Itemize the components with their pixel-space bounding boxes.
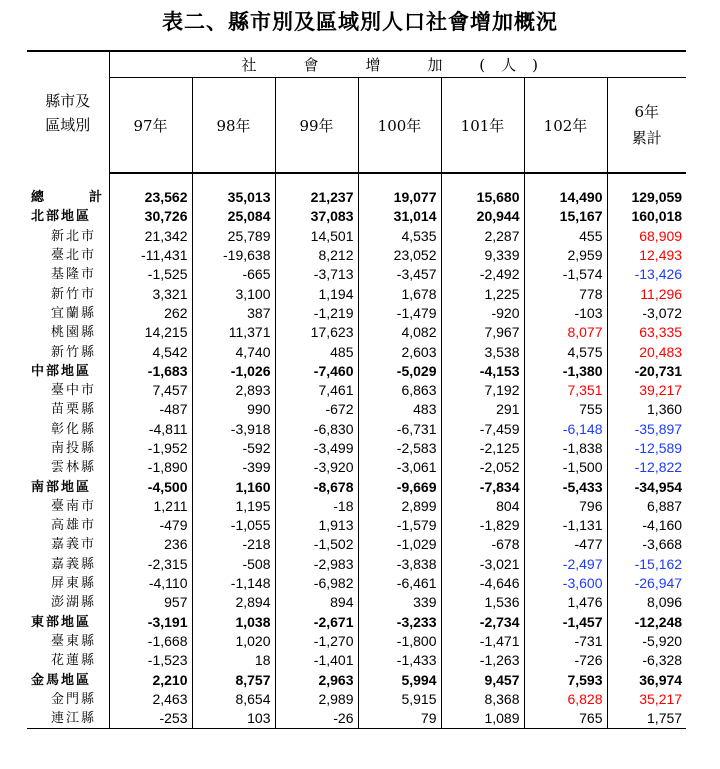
value-cell: 5,915 [358,690,441,709]
cumulative-cell: 1,360 [647,401,683,418]
value-cell: -1,574 [524,265,607,284]
table-row [27,555,686,574]
value-cell: -6,982 [275,574,358,593]
value-cell: -731 [524,632,607,651]
value-cell: 9,339 [441,246,524,265]
value-cell: -1,471 [441,632,524,651]
value-cell: 30,726 [109,207,192,226]
value-cell: 35,013 [192,188,275,207]
value-cell: -1,579 [358,516,441,535]
region-name: 彰化縣 [51,421,97,437]
table-body [27,173,686,729]
value-cell: -2,492 [441,265,524,284]
value-cell: -7,459 [441,420,524,439]
value-cell: -4,500 [109,477,192,496]
value-cell: -6,148 [524,420,607,439]
table-row [27,709,686,729]
region-name: 臺南市 [51,498,97,514]
table-row [27,477,686,496]
region-name: 宜蘭縣 [51,305,97,321]
year-header: 102年 [524,78,607,174]
value-cell: 1,020 [192,632,275,651]
value-cell: 2,463 [109,690,192,709]
value-cell: 15,680 [441,188,524,207]
value-cell: -2,583 [358,439,441,458]
value-cell: -1,457 [524,613,607,632]
value-cell: 5,994 [358,670,441,689]
value-cell: 9,457 [441,670,524,689]
value-cell: -2,052 [441,458,524,477]
table-row [27,284,686,303]
cumulative-header [607,78,686,174]
cumulative-cell: -3,072 [642,304,683,321]
value-cell: 765 [524,709,607,729]
value-cell: 2,287 [441,227,524,246]
value-cell: -1,523 [109,651,192,670]
region-name-cell [27,632,109,651]
value-cell: 4,575 [524,342,607,361]
value-cell: 957 [109,593,192,612]
table-row [27,497,686,516]
value-cell: -6,830 [275,420,358,439]
value-cell: 7,461 [275,381,358,400]
value-cell: 990 [192,400,275,419]
region-name-cell [27,381,109,400]
value-cell: -3,457 [358,265,441,284]
value-cell: -399 [192,458,275,477]
value-cell: 2,210 [109,670,192,689]
region-name: 東部地區 [31,614,92,630]
value-cell: -1,433 [358,651,441,670]
value-cell: 79 [358,709,441,729]
value-cell: -2,315 [109,555,192,574]
region-label: 縣市及 區域別 [45,91,91,134]
region-name-cell [27,516,109,535]
value-cell: 2,893 [192,381,275,400]
value-cell: 1,913 [275,516,358,535]
region-name-cell [27,477,109,496]
table-row [27,516,686,535]
table-row [27,188,686,207]
table-row [27,381,686,400]
year-header: 98年 [192,78,275,174]
value-cell: -1,829 [441,516,524,535]
cumulative-cell: 1,757 [607,709,686,729]
value-cell: 2,894 [192,593,275,612]
value-cell: -26 [275,709,358,729]
region-name: 總 計 [31,190,119,206]
table-row [27,246,686,265]
value-cell: 1,195 [192,497,275,516]
region-name-cell [27,342,109,361]
value-cell: -665 [192,265,275,284]
region-name-cell [27,497,109,516]
value-cell: -1,479 [358,304,441,323]
value-cell: 2,959 [524,246,607,265]
value-cell: -1,270 [275,632,358,651]
table-row [27,593,686,612]
value-cell: -3,061 [358,458,441,477]
region-name: 南部地區 [31,479,92,495]
region-name-cell [27,535,109,554]
value-cell: 7,351 [524,381,607,400]
value-cell: -477 [524,535,607,554]
value-cell: 387 [192,304,275,323]
cumulative-cell: -35,897 [634,420,683,437]
table-row [27,265,686,284]
value-cell: -3,918 [192,420,275,439]
value-cell: 20,944 [441,207,524,226]
region-name: 高雄市 [51,518,97,534]
region-name-cell [27,439,109,458]
cumulative-cell: 20,483 [639,343,683,360]
region-name-cell [27,574,109,593]
region-column-header [27,51,109,173]
value-cell: 3,321 [109,284,192,303]
value-cell: -1,952 [109,439,192,458]
value-cell: 7,192 [441,381,524,400]
value-cell: -7,460 [275,362,358,381]
value-cell: -508 [192,555,275,574]
region-name-cell [27,246,109,265]
table-row [27,632,686,651]
value-cell: -8,678 [275,477,358,496]
value-cell: 778 [524,284,607,303]
value-cell: 3,100 [192,284,275,303]
social-increase-header: 社 會 增 加 (人) [109,51,686,78]
value-cell: 1,211 [109,497,192,516]
region-name-cell [27,362,109,381]
table-row [27,439,686,458]
value-cell: -3,191 [109,613,192,632]
region-name: 新竹市 [51,286,97,302]
header-row-years [27,78,686,174]
value-cell: 17,623 [275,323,358,342]
cumulative-cell: -12,248 [634,613,683,630]
value-cell: -1,029 [358,535,441,554]
value-cell: -678 [441,535,524,554]
value-cell: 31,014 [358,207,441,226]
year-header: 101年 [441,78,524,174]
value-cell: -726 [524,651,607,670]
region-name-cell [27,593,109,612]
spacer-row [27,173,686,188]
region-name-cell [27,690,109,709]
value-cell: 4,542 [109,342,192,361]
value-cell: 1,160 [192,477,275,496]
value-cell: 18 [192,651,275,670]
cumulative-cell: -13,426 [634,266,683,283]
value-cell: 1,089 [441,709,524,729]
cumulative-cell: 63,335 [639,324,683,341]
region-name: 桃園縣 [51,325,97,341]
value-cell: 21,342 [109,227,192,246]
value-cell: 2,989 [275,690,358,709]
cumulative-cell: 68,909 [639,227,683,244]
table-row [27,342,686,361]
value-cell: 1,194 [275,284,358,303]
value-cell: -1,800 [358,632,441,651]
year-header: 100年 [358,78,441,174]
value-cell: -1,026 [192,362,275,381]
value-cell: -3,920 [275,458,358,477]
cumulative-cell: -5,920 [642,632,683,649]
value-cell: 2,899 [358,497,441,516]
cumulative-cell: -3,668 [642,536,683,553]
region-name: 臺東縣 [51,633,97,649]
table-row [27,323,686,342]
table-row [27,420,686,439]
value-cell: 37,083 [275,207,358,226]
population-table [27,50,686,729]
value-cell: 1,038 [192,613,275,632]
value-cell: -11,431 [109,246,192,265]
value-cell: -5,433 [524,477,607,496]
value-cell: 755 [524,400,607,419]
value-cell: -592 [192,439,275,458]
region-name: 臺中市 [51,383,97,399]
value-cell: -3,838 [358,555,441,574]
value-cell: 8,212 [275,246,358,265]
cumulative-cell: -20,731 [634,362,683,379]
value-cell: 1,678 [358,284,441,303]
cumulative-cell: 12,493 [639,247,683,264]
region-name: 中部地區 [31,363,92,379]
table-row [27,207,686,226]
region-name: 臺北市 [51,248,97,264]
cumulative-cell: 8,096 [647,594,683,611]
cumulative-cell: 35,217 [639,690,683,707]
document-title: 表二、縣市別及區域別人口社會增加概況 [162,9,558,34]
table-row [27,690,686,709]
region-name-cell [27,709,109,729]
value-cell: -1,500 [524,458,607,477]
cumulative-label: 6年 累計 [631,103,662,147]
value-cell: 14,215 [109,323,192,342]
cumulative-cell: 11,296 [640,285,683,302]
value-cell: 2,603 [358,342,441,361]
value-cell: 485 [275,342,358,361]
value-cell: 21,237 [275,188,358,207]
value-cell: 8,757 [192,670,275,689]
value-cell: 19,077 [358,188,441,207]
table-row [27,670,686,689]
value-cell: -3,713 [275,265,358,284]
region-name-cell [27,265,109,284]
cumulative-cell: -34,954 [634,478,683,495]
value-cell: 4,535 [358,227,441,246]
value-cell: 1,536 [441,593,524,612]
value-cell: -479 [109,516,192,535]
region-name: 雲林縣 [51,460,97,476]
value-cell: -1,838 [524,439,607,458]
value-cell: -6,461 [358,574,441,593]
value-cell: -672 [275,400,358,419]
value-cell: 8,077 [524,323,607,342]
year-header: 99年 [275,78,358,174]
value-cell: -3,600 [524,574,607,593]
cumulative-cell: -4,160 [642,517,683,534]
value-cell: -1,219 [275,304,358,323]
value-cell: 4,082 [358,323,441,342]
value-cell: -1,401 [275,651,358,670]
value-cell: -4,646 [441,574,524,593]
region-name-cell [27,323,109,342]
region-name: 南投縣 [51,441,97,456]
value-cell: -7,834 [441,477,524,496]
region-name: 基隆市 [51,267,97,283]
value-cell: 25,084 [192,207,275,226]
value-cell: -2,734 [441,613,524,632]
region-name: 屏東縣 [51,576,97,592]
value-cell: -3,233 [358,613,441,632]
region-name-cell [27,613,109,632]
region-name-cell [27,284,109,303]
value-cell: 483 [358,400,441,419]
region-name-cell [27,227,109,246]
value-cell: -2,671 [275,613,358,632]
region-name-cell [27,555,109,574]
region-name-cell [27,651,109,670]
value-cell: -1,148 [192,574,275,593]
value-cell: -1,131 [524,516,607,535]
value-cell: -6,731 [358,420,441,439]
table-row [27,400,686,419]
value-cell: -4,110 [109,574,192,593]
cumulative-cell: 129,059 [631,189,683,206]
cumulative-cell: 160,018 [631,208,683,225]
cumulative-cell: -12,589 [634,440,683,456]
cumulative-cell: 6,887 [647,497,683,514]
region-name: 花蓮縣 [51,653,97,669]
value-cell: 7,457 [109,381,192,400]
value-cell: -1,683 [109,362,192,381]
cumulative-cell: -26,947 [634,575,683,592]
region-name: 新北市 [51,228,97,244]
value-cell: -2,497 [524,555,607,574]
value-cell: 15,167 [524,207,607,226]
table-row [27,458,686,477]
value-cell: 262 [109,304,192,323]
value-cell: 23,562 [109,188,192,207]
value-cell: -1,668 [109,632,192,651]
value-cell: -487 [109,400,192,419]
region-name-cell [27,304,109,323]
cumulative-cell: -6,328 [642,652,683,669]
value-cell: 894 [275,593,358,612]
value-cell: -920 [441,304,524,323]
region-name-cell [27,670,109,689]
value-cell: 455 [524,227,607,246]
value-cell: -4,811 [109,420,192,439]
table-row [27,651,686,670]
region-name: 連江縣 [51,711,97,727]
value-cell: 1,476 [524,593,607,612]
region-name: 嘉義縣 [51,556,97,572]
table-row [27,574,686,593]
value-cell: -218 [192,535,275,554]
value-cell: -1,525 [109,265,192,284]
cumulative-cell: 39,217 [639,382,683,399]
value-cell: -1,055 [192,516,275,535]
value-cell: -4,153 [441,362,524,381]
region-name: 北部地區 [31,209,92,225]
value-cell: -253 [109,709,192,729]
value-cell: -1,380 [524,362,607,381]
value-cell: -3,499 [275,439,358,458]
region-name: 嘉義市 [51,537,97,553]
value-cell: 8,654 [192,690,275,709]
table-row [27,613,686,632]
value-cell: -18 [275,497,358,516]
region-name-cell [27,207,109,226]
value-cell: -5,029 [358,362,441,381]
value-cell: 14,501 [275,227,358,246]
value-cell: 7,967 [441,323,524,342]
value-cell: 339 [358,593,441,612]
region-name-cell [27,188,119,207]
header-row-group [27,51,686,78]
value-cell: 103 [192,709,275,729]
region-name: 澎湖縣 [51,595,97,611]
table-row [27,304,686,323]
cumulative-cell: -12,822 [634,459,683,476]
cumulative-cell: -15,162 [634,555,683,572]
value-cell: 4,740 [192,342,275,361]
value-cell: 1,225 [441,284,524,303]
region-name-cell [27,458,109,477]
value-cell: 6,828 [524,690,607,709]
value-cell: -103 [524,304,607,323]
region-name-cell [27,400,109,419]
value-cell: 236 [109,535,192,554]
region-name: 金馬地區 [31,672,92,688]
region-name: 金門縣 [51,691,97,707]
value-cell: 25,789 [192,227,275,246]
value-cell: -1,502 [275,535,358,554]
value-cell: -3,021 [441,555,524,574]
region-name: 苗栗縣 [51,402,97,418]
region-name: 新竹縣 [51,344,97,360]
value-cell: 23,052 [358,246,441,265]
cumulative-cell: 36,974 [639,671,683,688]
value-cell: 6,863 [358,381,441,400]
value-cell: 11,371 [192,323,275,342]
value-cell: -1,890 [109,458,192,477]
value-cell: -2,125 [441,439,524,458]
value-cell: 796 [524,497,607,516]
value-cell: -1,263 [441,651,524,670]
value-cell: 14,490 [524,188,607,207]
year-header: 97年 [109,78,192,174]
table-row [27,362,686,381]
value-cell: -2,983 [275,555,358,574]
value-cell: 8,368 [441,690,524,709]
value-cell: 804 [441,497,524,516]
value-cell: 7,593 [524,670,607,689]
value-cell: -19,638 [192,246,275,265]
value-cell: 3,538 [441,342,524,361]
table-row [27,535,686,554]
value-cell: 2,963 [275,670,358,689]
value-cell: -9,669 [358,477,441,496]
value-cell: 291 [441,400,524,419]
region-name-cell [27,420,109,439]
table-row [27,227,686,246]
